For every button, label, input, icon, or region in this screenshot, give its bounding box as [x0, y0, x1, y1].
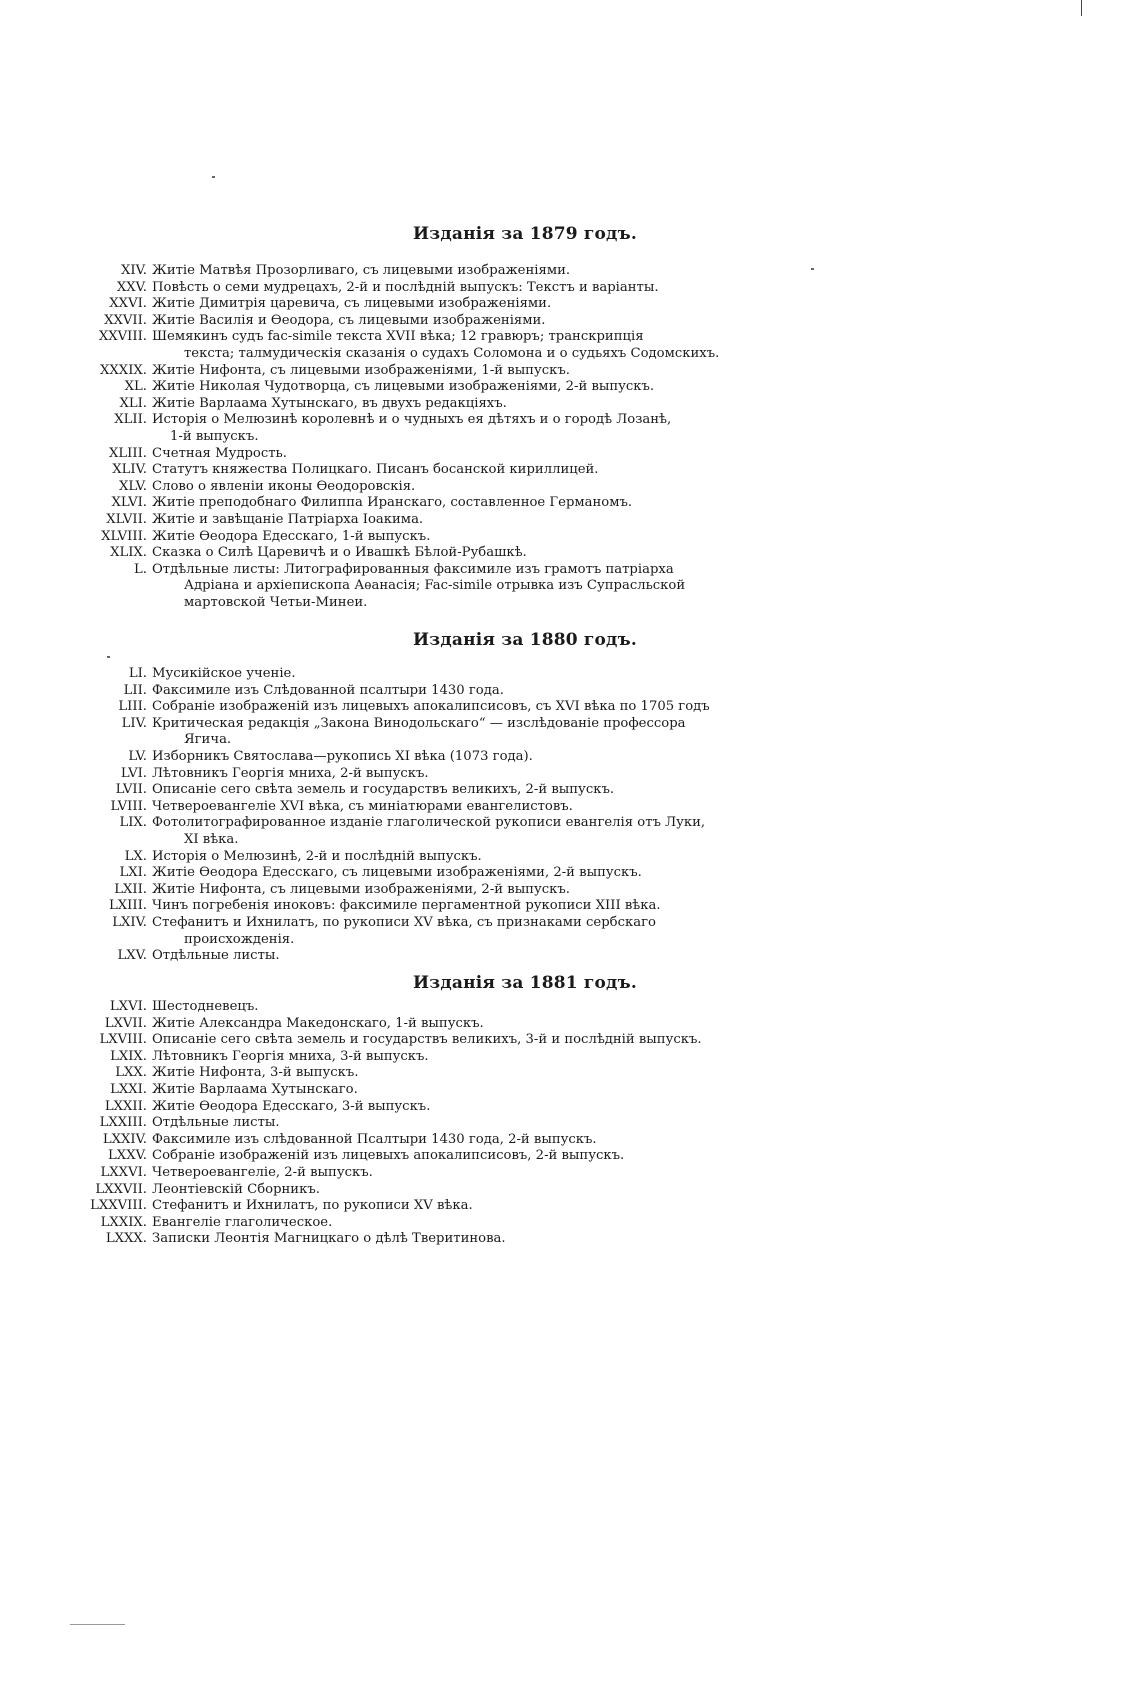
list-item: [0, 849, 1140, 866]
entry-text: [152, 898, 772, 915]
entry-number: XXVIII.: [98, 329, 147, 345]
entry-line: Счетная Мудрость.: [152, 445, 287, 461]
entry-line: Отдѣльные листы.: [152, 948, 280, 964]
list-item: [0, 479, 1140, 496]
entry-text: [152, 363, 772, 380]
entry-number: XLIV.: [112, 462, 147, 478]
entry-number: LIV.: [121, 715, 147, 731]
entry-text: [152, 263, 772, 280]
entry-text: [152, 1132, 772, 1149]
list-item: [0, 562, 1140, 612]
list-item: [0, 1082, 1140, 1099]
entry-line: Житіе Ѳеодора Едесскаго, 1-й выпускъ.: [152, 528, 431, 544]
list-item: [0, 329, 1140, 362]
entry-number: XXXIX.: [100, 362, 147, 378]
list-item: [0, 363, 1140, 380]
entry-line: Статутъ княжества Полицкаго. Писанъ босанской кириллицей.: [152, 462, 599, 478]
entry-text: [152, 666, 772, 683]
entry-line: Сказка о Силѣ Царевичѣ и о Ивашкѣ Бѣлой-Рубашкѣ.: [152, 545, 527, 561]
list-item: [0, 716, 1140, 749]
entry-text: [152, 1016, 772, 1033]
entry-text: [152, 716, 772, 749]
entry-text: [152, 782, 772, 799]
list-item: [0, 1231, 1140, 1248]
entry-continuation-line: мартовской Четьи-Минеи.: [184, 594, 368, 610]
list-item: [0, 782, 1140, 799]
entry-line: Критическая редакція „Закона Винодольскаго“ — изслѣдованіе профессора: [152, 715, 686, 731]
entry-text: [152, 1099, 772, 1116]
entry-number: LVII.: [115, 782, 147, 798]
publication-list-1880: [0, 666, 1140, 965]
entry-continuation-line: текста; талмудическія сказанія о судахъ Соломона и о судьяхъ Содомскихъ.: [184, 345, 720, 361]
scan-mark: [70, 1624, 125, 1625]
entry-text: [152, 529, 772, 546]
entry-text: [152, 562, 772, 612]
entry-number: XXV.: [116, 279, 147, 295]
list-item: [0, 683, 1140, 700]
entry-text: [152, 849, 772, 866]
section-title-1880: Изданія за 1880 годъ.: [413, 630, 637, 650]
entry-line: Шемякинъ судъ fac-simile текста XVII вѣка; 12 гравюръ; транскрипція: [152, 329, 644, 345]
entry-continuation-line: Адріана и архіепископа Аѳанасія; Fac-simile отрывка изъ Супрасльской: [184, 578, 686, 594]
entry-number: LXV.: [117, 948, 147, 964]
entry-number: LV.: [128, 748, 147, 764]
publication-list-1881: [0, 999, 1140, 1248]
entry-line: Житіе Варлаама Хутынскаго.: [152, 1081, 358, 1097]
entry-text: [152, 999, 772, 1016]
list-item: [0, 1065, 1140, 1082]
entry-line: Стефанитъ и Ихнилатъ, по рукописи XV вѣка.: [152, 1198, 473, 1214]
entry-text: [152, 1231, 772, 1248]
list-item: [0, 462, 1140, 479]
entry-number: LXIII.: [109, 898, 147, 914]
list-item: [0, 948, 1140, 965]
list-item: [0, 1148, 1140, 1165]
entry-line: Отдѣльные листы.: [152, 1115, 280, 1131]
entry-line: Житіе Димитрія царевича, съ лицевыми изображеніями.: [152, 296, 552, 312]
entry-number: XL.: [124, 379, 147, 395]
entry-text: [152, 313, 772, 330]
entry-text: [152, 446, 772, 463]
entry-text: [152, 915, 772, 948]
entry-text: [152, 1148, 772, 1165]
entry-number: XLV.: [119, 478, 147, 494]
entry-number: LXIV.: [112, 914, 147, 930]
entry-text: [152, 1049, 772, 1066]
section-title-1881: Изданія за 1881 годъ.: [413, 973, 637, 993]
list-item: [0, 412, 1140, 445]
entry-number: LX.: [124, 848, 147, 864]
list-item: [0, 379, 1140, 396]
list-item: [0, 1115, 1140, 1132]
list-item: [0, 915, 1140, 948]
entry-number: XIV.: [120, 263, 147, 278]
list-item: [0, 1049, 1140, 1066]
entry-number: LXXIII.: [99, 1115, 147, 1131]
entry-number: XLIII.: [109, 445, 147, 461]
entry-number: XLII.: [114, 412, 147, 428]
entry-number: XLIX.: [110, 545, 147, 561]
entry-continuation-line: происхожденія.: [184, 931, 295, 947]
list-item: [0, 313, 1140, 330]
entry-line: Житіе Ѳеодора Едесскаго, съ лицевыми изображеніями, 2-й выпускъ.: [152, 865, 642, 881]
entry-line: Житіе Матвѣя Прозорливаго, съ лицевыми изображеніями.: [152, 263, 571, 278]
list-item: [0, 296, 1140, 313]
entry-number: LXVIII.: [99, 1032, 147, 1048]
entry-number: LXXI.: [110, 1081, 147, 1097]
entry-text: [152, 479, 772, 496]
entry-text: [152, 379, 772, 396]
entry-line: Описаніе сего свѣта земель и государствъ великихъ, 3-й и послѣдній выпускъ.: [152, 1032, 702, 1048]
entry-number: LXXV.: [108, 1148, 147, 1164]
list-item: [0, 799, 1140, 816]
entry-line: Исторія о Мелюзинѣ, 2-й и послѣдній выпускъ.: [152, 848, 482, 864]
entry-line: Житіе Нифонта, съ лицевыми изображеніями, 2-й выпускъ.: [152, 881, 570, 897]
entry-text: [152, 865, 772, 882]
publication-list-1879: [0, 263, 1140, 611]
entry-number: LIX.: [119, 815, 147, 831]
entry-number: LXVII.: [104, 1015, 147, 1031]
list-item: [0, 749, 1140, 766]
entry-line: Фотолитографированное изданіе глаголической рукописи евангелія отъ Луки,: [152, 815, 706, 831]
entry-number: XLVIII.: [101, 528, 147, 544]
list-item: [0, 280, 1140, 297]
entry-text: [152, 396, 772, 413]
entry-number: XXVII.: [104, 312, 147, 328]
entry-text: [152, 329, 772, 362]
entry-number: LXVI.: [109, 999, 147, 1014]
entry-line: Чинъ погребенія иноковъ: факсимиле пергаментной рукописи XIII вѣка.: [152, 898, 661, 914]
entry-line: Изборникъ Святослава—рукопись XI вѣка (1073 года).: [152, 748, 533, 764]
entry-number: LII.: [123, 682, 147, 698]
list-item: [0, 766, 1140, 783]
entry-line: Четвероевангеліе, 2-й выпускъ.: [152, 1164, 373, 1180]
entry-line: Житіе Николая Чудотворца, съ лицевыми изображеніями, 2-й выпускъ.: [152, 379, 655, 395]
scan-speck: [107, 656, 110, 658]
entry-text: [152, 699, 772, 716]
entry-number: LXX.: [115, 1065, 147, 1081]
list-item: [0, 699, 1140, 716]
entry-number: XLVII.: [106, 511, 147, 527]
entry-text: [152, 749, 772, 766]
entry-text: [152, 1198, 772, 1215]
entry-line: Записки Леонтія Магницкаго о дѣлѣ Тверитинова.: [152, 1231, 506, 1247]
entry-number: LXIX.: [110, 1048, 147, 1064]
list-item: [0, 1215, 1140, 1232]
list-item: [0, 263, 1140, 280]
list-item: [0, 495, 1140, 512]
entry-line: Лѣтовникъ Георгія мниха, 2-й выпускъ.: [152, 765, 429, 781]
entry-line: Описаніе сего свѣта земель и государствъ великихъ, 2-й выпускъ.: [152, 782, 615, 798]
list-item: [0, 865, 1140, 882]
entry-text: [152, 280, 772, 297]
entry-line: Житіе Варлаама Хутынскаго, въ двухъ редакціяхъ.: [152, 395, 507, 411]
list-item: [0, 545, 1140, 562]
list-item: [0, 1198, 1140, 1215]
entry-text: [152, 882, 772, 899]
entry-text: [152, 462, 772, 479]
entry-text: [152, 799, 772, 816]
entry-number: LXXIV.: [102, 1131, 147, 1147]
list-item: [0, 1165, 1140, 1182]
entry-number: LXXIX.: [100, 1214, 147, 1230]
entry-text: [152, 1115, 772, 1132]
entry-line: Житіе Ѳеодора Едесскаго, 3-й выпускъ.: [152, 1098, 431, 1114]
entry-text: [152, 512, 772, 529]
entry-text: [152, 948, 772, 965]
entry-line: Шестодневецъ.: [152, 999, 259, 1014]
entry-text: [152, 296, 772, 313]
entry-number: LXXII.: [104, 1098, 147, 1114]
list-item: [0, 1182, 1140, 1199]
entry-line: Житіе преподобнаго Филиппа Иранскаго, составленное Германомъ.: [152, 495, 633, 511]
entry-line: Повѣсть о семи мудрецахъ, 2-й и послѣдній выпускъ: Текстъ и варіанты.: [152, 279, 659, 295]
entry-line: Евангеліе глаголическое.: [152, 1214, 333, 1230]
entry-line: Факсимиле изъ слѣдованной Псалтыри 1430 года, 2-й выпускъ.: [152, 1131, 597, 1147]
entry-text: [152, 1215, 772, 1232]
entry-number: XXVI.: [109, 296, 147, 312]
list-item: [0, 999, 1140, 1016]
entry-text: [152, 545, 772, 562]
entry-line: Исторія о Мелюзинѣ королевнѣ и о чудныхъ ея дѣтяхъ и о городѣ Лозанѣ,: [152, 412, 672, 428]
entry-line: Отдѣльные листы: Литографированныя факсимиле изъ грамотъ патріарха: [152, 561, 674, 577]
list-item: [0, 1016, 1140, 1033]
entry-text: [152, 683, 772, 700]
list-item: [0, 1032, 1140, 1049]
entry-line: Собраніе изображеній изъ лицевыхъ апокалипсисовъ, 2-й выпускъ.: [152, 1148, 625, 1164]
list-item: [0, 446, 1140, 463]
entry-line: Слово о явленіи иконы Ѳеодоровскія.: [152, 478, 416, 494]
entry-continuation-line: 1-й выпускъ.: [170, 428, 259, 444]
list-item: [0, 396, 1140, 413]
scan-mark: [1081, 0, 1082, 16]
entry-number: LIII.: [118, 699, 147, 715]
entry-continuation-line: Ягича.: [184, 732, 232, 748]
entry-line: Лѣтовникъ Георгія мниха, 3-й выпускъ.: [152, 1048, 429, 1064]
entry-line: Факсимиле изъ Слѣдованной псалтыри 1430 года.: [152, 682, 504, 698]
list-item: [0, 512, 1140, 529]
list-item: [0, 529, 1140, 546]
list-item: [0, 1132, 1140, 1149]
entry-number: LXXVI.: [100, 1164, 147, 1180]
entry-line: Житіе Нифонта, 3-й выпускъ.: [152, 1065, 359, 1081]
entry-number: LXXVIII.: [90, 1198, 147, 1214]
entry-line: Житіе Василія и Ѳеодора, съ лицевыми изображеніями.: [152, 312, 546, 328]
entry-continuation-line: XI вѣка.: [184, 831, 239, 847]
entry-line: Житіе Нифонта, съ лицевыми изображеніями, 1-й выпускъ.: [152, 362, 570, 378]
entry-line: Стефанитъ и Ихнилатъ, по рукописи XV вѣка, съ признаками сербскаго: [152, 914, 656, 930]
entry-text: [152, 1065, 772, 1082]
entry-number: LXXVII.: [95, 1181, 147, 1197]
list-item: [0, 815, 1140, 848]
entry-line: Леонтіевскій Сборникъ.: [152, 1181, 320, 1197]
entry-text: [152, 815, 772, 848]
entry-number: LXI.: [119, 865, 147, 881]
entry-line: Собраніе изображеній изъ лицевыхъ апокалипсисовъ, съ XVI вѣка по 1705 годъ: [152, 699, 710, 715]
list-item: [0, 1099, 1140, 1116]
entry-number: LVIII.: [110, 798, 147, 814]
entry-line: Житіе и завѣщаніе Патріарха Іоакима.: [152, 511, 424, 527]
entry-text: [152, 495, 772, 512]
list-item: [0, 666, 1140, 683]
entry-line: Четвероевангеліе XVI вѣка, съ миніатюрами евангелистовъ.: [152, 798, 573, 814]
entry-number: XLI.: [119, 395, 147, 411]
entry-number: LVI.: [120, 765, 147, 781]
entry-text: [152, 1182, 772, 1199]
entry-number: L.: [134, 561, 147, 577]
entry-number: LXXX.: [105, 1231, 147, 1247]
entry-text: [152, 766, 772, 783]
entry-number: LXII.: [114, 881, 147, 897]
entry-text: [152, 1082, 772, 1099]
entry-number: LI.: [128, 666, 147, 681]
entry-line: Мусикійское ученіе.: [152, 666, 296, 681]
entry-number: XLVI.: [111, 495, 147, 511]
entry-text: [152, 1032, 772, 1049]
entry-text: [152, 412, 772, 445]
list-item: [0, 898, 1140, 915]
entry-text: [152, 1165, 772, 1182]
section-title-1879: Изданія за 1879 годъ.: [413, 224, 637, 244]
list-item: [0, 882, 1140, 899]
entry-line: Житіе Александра Македонскаго, 1-й выпускъ.: [152, 1015, 484, 1031]
scan-speck: [212, 176, 215, 178]
